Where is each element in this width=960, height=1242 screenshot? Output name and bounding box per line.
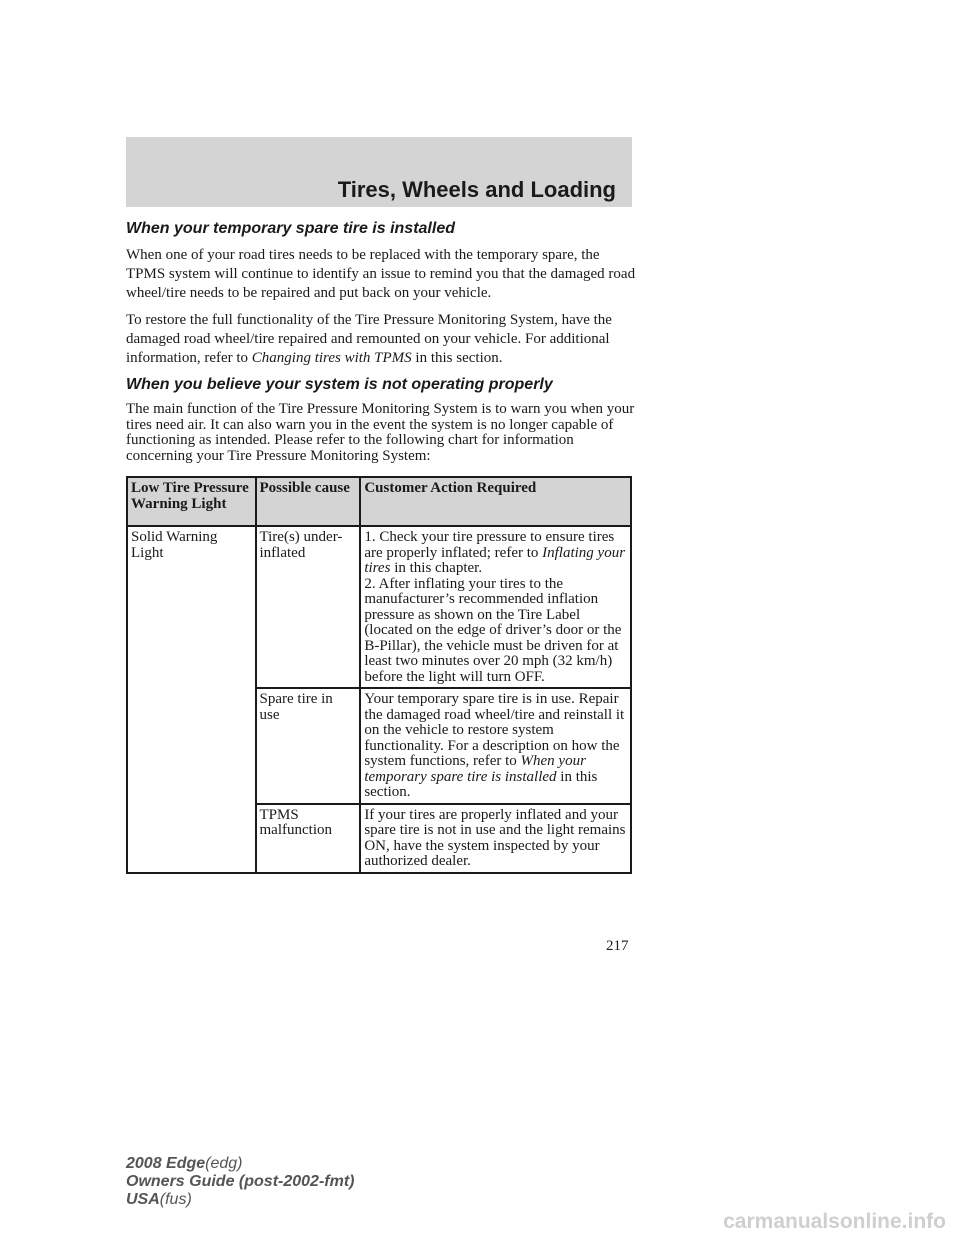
table-header-warning-light: Low Tire Pressure Warning Light [127,477,256,526]
chapter-header-band [126,137,632,207]
action-text: 1. Check your tire pressure to ensure tires are properly inflated; refer to [364,529,615,561]
table-cell-warning-light: Solid Warning Light [127,526,256,873]
action-text-end: in this section. [364,768,598,800]
paragraph-spare-tire: When one of your road tires needs to be replaced with the temporary spare, the TPMS system will continue to identify an issue to remind you that the damaged road wheel/tire needs to be repaired and put back on your vehicle. [126,247,636,301]
chapter-title: Tires, Wheels and Loading [337,177,616,202]
tpms-troubleshooting-table [126,476,632,874]
table-cell-action [360,688,631,804]
table-cell-cause: Tire(s) under-inflated [256,526,361,688]
table-cell-action: If your tires are properly inflated and your spare tire is not in use and the light remains ON, have the system inspected by your authorized dealer. [360,804,631,873]
footer-guide: Owners Guide (post-2002-fmt) [126,1173,355,1190]
cross-reference-inflating-tires: Inflating your tires [364,544,626,576]
table-cell-cause: Spare tire in use [256,688,361,804]
watermark: carmanualsonline.info [723,1210,946,1233]
paragraph-restore-text: To restore the full functionality of the Tire Pressure Monitoring System, have the damaged road wheel/tire repaired and remounted on your vehicle. For additional information, refer to [126,312,612,366]
footer-line-model [126,1155,354,1173]
footer-model-code: (edg) [205,1155,243,1172]
document-footer [126,1155,354,1209]
footer-market-code: (fus) [159,1191,192,1208]
cross-reference-spare-installed: When your temporary spare tire is installed [364,753,586,785]
page-content [126,220,636,874]
cross-reference-changing-tires: Changing tires with TPMS [251,350,412,366]
paragraph-main-function: The main function of the Tire Pressure Monitoring System is to warn you when your tires need air. It can also warn you in the event the system is no longer capable of functioning as intended. Please refer to the following chart for information concerning your Tire Pressure Monitoring System: [126,401,635,464]
footer-line-guide [126,1173,354,1191]
footer-market: USA [126,1191,160,1208]
page-number: 217 [606,938,629,954]
paragraph-restore-end: in this section. [415,350,503,366]
table-cell-cause: TPMS malfunction [256,804,361,873]
section-heading-spare-tire: When your temporary spare tire is installed [126,220,455,237]
section-heading-not-operating: When you believe your system is not operating properly [126,376,553,393]
paragraph-restore-function [126,311,636,368]
table-header-action-required: Customer Action Required [360,477,631,526]
action-text: Your temporary spare tire is in use. Repair the damaged road wheel/tire and reinstall it on the vehicle to restore system functionality. For a description on how the system functions, refer to [364,691,625,769]
action-text-step2: 2. After inflating your tires to the manufacturer’s recommended inflation pressure as shown on the Tire Label (located on the edge of driver’s door or the B-Pillar), the vehicle must be driven for at least two minutes over 20 mph (32 km/h) before the light will turn OFF. [364,575,622,685]
footer-model: 2008 Edge [126,1155,206,1172]
table-header-row [127,477,631,526]
table-row [127,526,631,688]
footer-line-market [126,1191,354,1209]
table-header-possible-cause: Possible cause [256,477,361,526]
action-text-end: in this chapter. [394,560,483,576]
table-cell-action [360,526,631,688]
